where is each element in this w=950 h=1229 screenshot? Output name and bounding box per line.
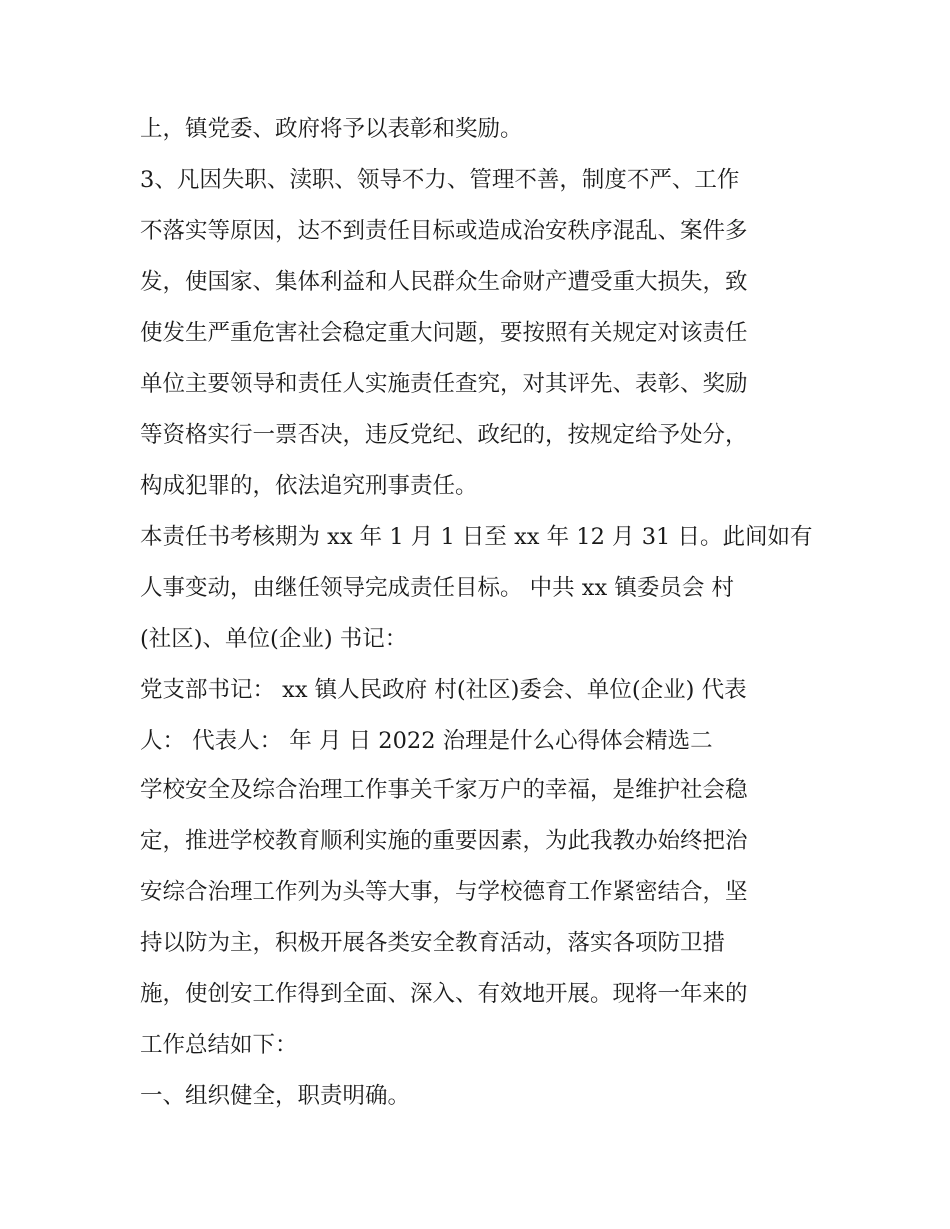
- text-line-5: 使发生严重危害社会稳定重大问题，要按照有关规定对该责任: [140, 320, 748, 346]
- text-line-15: 定，推进学校教育顺利实施的重要因素，为此我教办始终把治: [140, 828, 748, 854]
- text-line-18: 施，使创安工作得到全面、深入、有效地开展。现将一年来的: [140, 981, 748, 1007]
- text-line-13: 人： 代表人： 年 月 日 2022 治理是什么心得体会精选二: [140, 728, 713, 754]
- text-line-17: 持以防为主，积极开展各类安全教育活动，落实各项防卫措: [140, 930, 726, 956]
- text-line-14: 学校安全及综合治理工作事关千家万户的幸福，是维护社会稳: [140, 777, 748, 803]
- text-line-20: 一、组织健全，职责明确。: [140, 1083, 411, 1109]
- text-line-16: 安综合治理工作列为头等大事，与学校德育工作紧密结合，坚: [140, 879, 748, 905]
- text-line-6: 单位主要领导和责任人实施责任查究，对其评先、表彰、奖励: [140, 371, 748, 397]
- text-line-10: 人事变动，由继任领导完成责任目标。 中共 xx 镇委员会 村: [140, 575, 734, 601]
- text-line-8: 构成犯罪的，依法追究刑事责任。: [140, 473, 478, 499]
- text-line-11: (社区)、单位(企业) 书记：: [140, 626, 408, 652]
- text-line-1: 上，镇党委、政府将予以表彰和奖励。: [140, 116, 523, 142]
- text-line-2: 3、凡因失职、渎职、领导不力、管理不善，制度不严、工作: [140, 167, 740, 193]
- text-line-7: 等资格实行一票否决，违反党纪、政纪的，按规定给予处分，: [140, 422, 748, 448]
- text-line-3: 不落实等原因，达不到责任目标或造成治安秩序混乱、案件多: [140, 218, 748, 244]
- text-line-12: 党支部书记： xx 镇人民政府 村(社区)委会、单位(企业) 代表: [140, 677, 747, 703]
- text-line-19: 工作总结如下：: [140, 1032, 298, 1058]
- text-line-4: 发，使国家、集体利益和人民群众生命财产遭受重大损失，致: [140, 269, 748, 295]
- text-line-9: 本责任书考核期为 xx 年 1 月 1 日至 xx 年 12 月 31 日。此间如有: [140, 524, 813, 550]
